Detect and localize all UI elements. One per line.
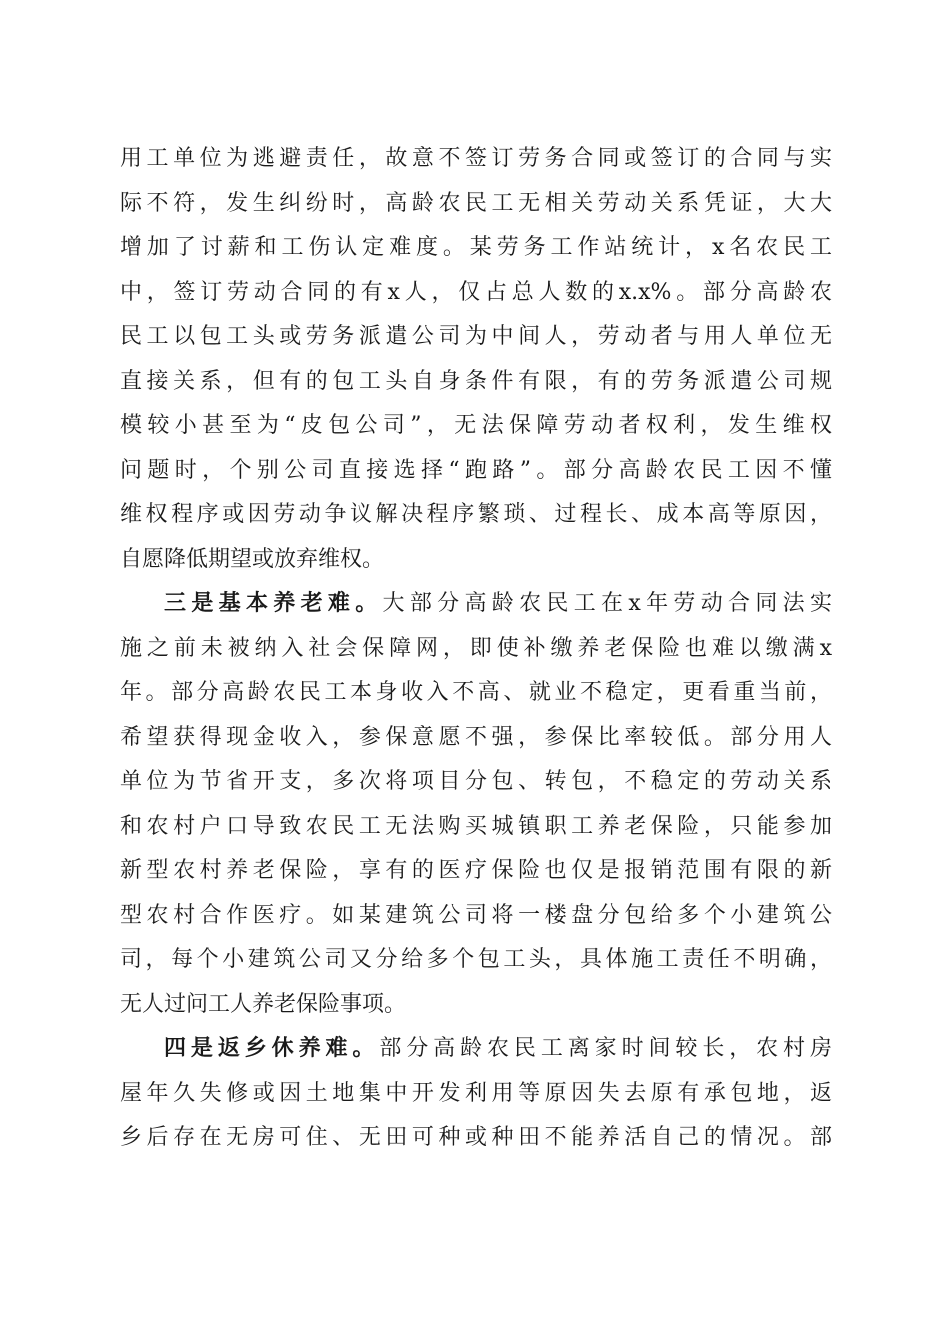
text-line: 司，每个小建筑公司又分给多个包工头，具体施工责任不明确，	[120, 947, 832, 972]
paragraph-basic-pension	[120, 582, 832, 1027]
paragraph-heading: 四是返乡休养难。	[164, 1036, 380, 1061]
text-line: 和农村户口导致农民工无法购买城镇职工养老保险，只能参加	[120, 813, 832, 839]
text-line: 维权程序或因劳动争议解决程序繁琐、过程长、成本高等原因，	[120, 502, 832, 527]
text-line: 自愿降低期望或放弃维权。	[120, 546, 385, 572]
text-line: 增加了讨薪和工伤认定难度。某劳务工作站统计，x名农民工	[120, 235, 832, 260]
paragraph-first-line	[120, 1027, 832, 1072]
text-line: 新型农村养老保险，享有的医疗保险也仅是报销范围有限的新	[120, 858, 832, 883]
text-line: 乡后存在无房可住、无田可种或种田不能养活自己的情况。部	[120, 1125, 832, 1150]
paragraph-heading: 三是基本养老难。	[164, 591, 383, 616]
text-line: 中，签订劳动合同的有x人，仅占总人数的x.x%。部分高龄农	[120, 279, 832, 305]
text-line: 用工单位为逃避责任，故意不签订劳务合同或签订的合同与实	[120, 146, 832, 171]
paragraph-first-line	[120, 582, 832, 627]
paragraph-returning-home	[120, 1027, 832, 1161]
text-line: 屋年久失修或因土地集中开发利用等原因失去原有承包地，返	[120, 1080, 832, 1106]
text-line: 型农村合作医疗。如某建筑公司将一楼盘分包给多个小建筑公	[120, 902, 832, 928]
text-line: 单位为节省开支，多次将项目分包、转包，不稳定的劳动关系	[120, 769, 832, 794]
text-line: 直接关系，但有的包工头自身条件有限，有的劳务派遣公司规	[120, 368, 832, 394]
text-line: 民工以包工头或劳务派遣公司为中间人，劳动者与用人单位无	[120, 324, 832, 349]
paragraph-rights-protection	[120, 137, 832, 582]
text-line: 希望获得现金收入，参保意愿不强，参保比率较低。部分用人	[120, 724, 832, 750]
text-line: 施之前未被纳入社会保障网，即使补缴养老保险也难以缴满x	[120, 635, 832, 661]
text-line: 问题时，个别公司直接选择“跑路”。部分高龄农民工因不懂	[120, 457, 832, 483]
text-line: 模较小甚至为“皮包公司”，无法保障劳动者权利，发生维权	[120, 413, 832, 438]
text-line: 无人过问工人养老保险事项。	[120, 991, 407, 1017]
text-line: 年。部分高龄农民工本身收入不高、就业不稳定，更看重当前，	[120, 680, 832, 705]
document-body	[120, 137, 832, 1161]
text-line: 际不符，发生纠纷时，高龄农民工无相关劳动关系凭证，大大	[120, 190, 832, 216]
text-run: 部分高龄农民工离家时间较长，农村房	[379, 1036, 832, 1061]
text-run: 大部分高龄农民工在x年劳动合同法实	[382, 591, 832, 616]
